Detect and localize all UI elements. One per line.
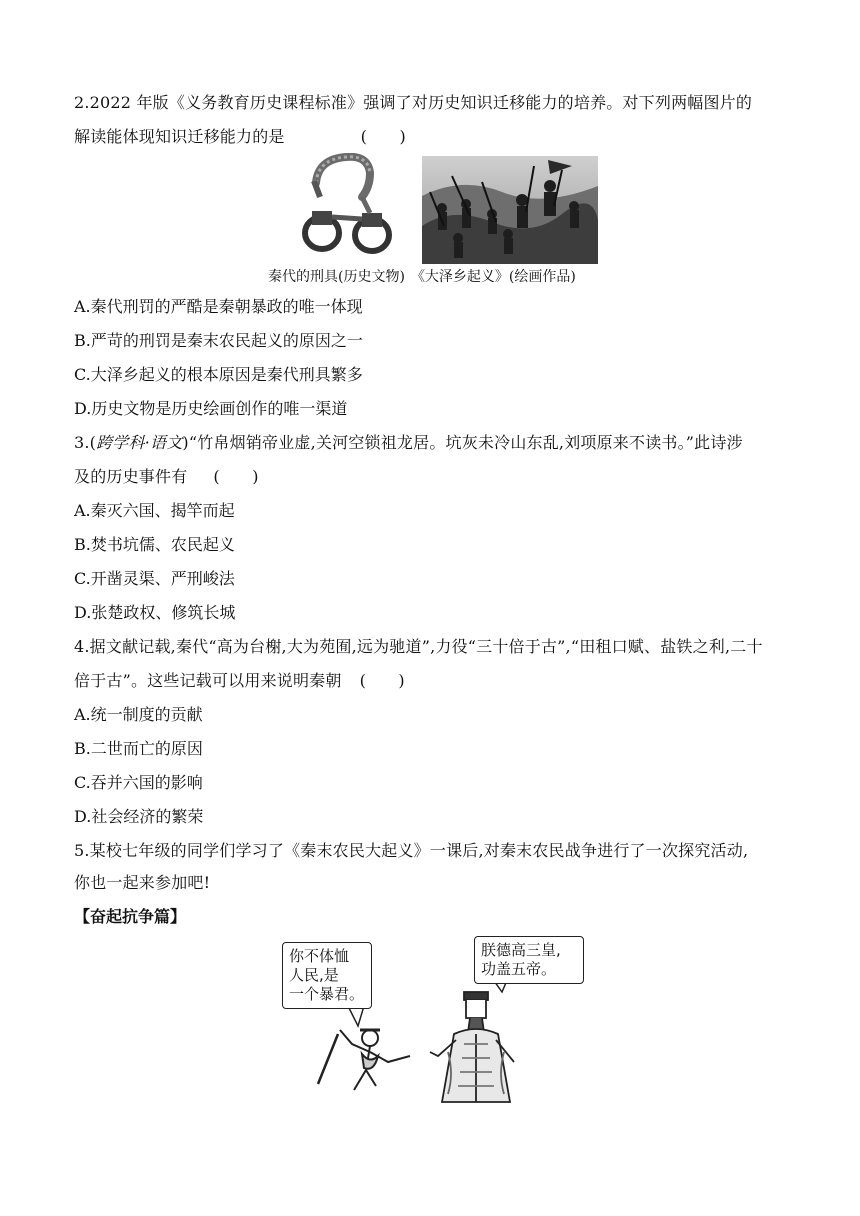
q2-answer-paren: ( ) bbox=[360, 127, 406, 146]
bubble-right-line1: 朕德高三皇, bbox=[481, 941, 561, 959]
q5-stem-line2: 你也一起来参加吧! bbox=[74, 873, 211, 892]
speech-bubble-emperor bbox=[474, 936, 584, 984]
q4-option-c: C.吞并六国的影响 bbox=[74, 773, 203, 792]
q3-option-d: D.张楚政权、修筑长城 bbox=[74, 603, 236, 622]
q3-stem-line1 bbox=[74, 432, 743, 454]
q3-number: 3.( bbox=[74, 433, 97, 452]
section-heading: 【奋起抗争篇】 bbox=[74, 907, 187, 926]
bubble-left-line1: 你不体恤 bbox=[289, 947, 350, 965]
speech-bubble-peasant bbox=[282, 942, 372, 1009]
dazexiang-uprising-painting bbox=[422, 156, 598, 264]
q2-stem-text: 解读能体现知识迁移能力的是 bbox=[74, 127, 285, 146]
q3-option-c: C.开凿灵渠、严刑峻法 bbox=[74, 569, 235, 588]
qin-cartoon-illustration bbox=[278, 934, 598, 1104]
q4-option-d: D.社会经济的繁荣 bbox=[74, 807, 204, 826]
shackles-image bbox=[298, 153, 416, 263]
bubble-left-line3: 一个暴君。 bbox=[289, 985, 365, 1003]
q4-stem-line1: 4.据文献记载,秦代“高为台榭,大为苑囿,远为驰道”,力役“三十倍于古”,“田租口赋、盐铁之利,二十 bbox=[74, 637, 763, 656]
q2-option-a: A.秦代刑罚的严酷是秦朝暴政的唯一体现 bbox=[74, 297, 363, 316]
q4-option-a: A.统一制度的贡献 bbox=[74, 705, 203, 724]
q3-answer-paren: ( ) bbox=[213, 467, 259, 486]
q4-answer-paren: ( ) bbox=[359, 671, 405, 690]
q3-stem-line2-text: 及的历史事件有 bbox=[74, 467, 188, 486]
q3-stem-text: )“竹帛烟销帝业虚,关河空锁祖龙居。坑灰未冷山东乱,刘项原来不读书。”此诗涉 bbox=[182, 433, 743, 452]
bubble-right-line2: 功盖五帝。 bbox=[481, 960, 557, 978]
q3-stem-line2 bbox=[74, 466, 259, 488]
q3-subject-tag: 跨学科·语文 bbox=[96, 433, 183, 452]
q4-stem-line2-text: 倍于古”。这些记载可以用来说明秦朝 bbox=[74, 671, 342, 690]
q3-option-a: A.秦灭六国、揭竿而起 bbox=[74, 501, 235, 520]
q4-option-b: B.二世而亡的原因 bbox=[74, 739, 203, 758]
q5-stem-line1: 5.某校七年级的同学们学习了《秦末农民大起义》一课后,对秦末农民战争进行了一次探究活动, bbox=[74, 841, 749, 860]
q2-stem-line1: 2.2022 年版《义务教育历史课程标准》强调了对历史知识迁移能力的培养。对下列两幅图片的 bbox=[74, 93, 753, 112]
q2-image-caption bbox=[268, 266, 582, 286]
q3-option-b: B.焚书坑儒、农民起义 bbox=[74, 535, 235, 554]
q2-caption-left: 秦代的刑具(历史文物) bbox=[268, 269, 405, 285]
q2-caption-right: 《大泽乡起义》(绘画作品) bbox=[410, 269, 576, 285]
bubble-left-line2: 人民,是 bbox=[289, 966, 339, 984]
q2-option-c: C.大泽乡起义的根本原因是秦代刑具繁多 bbox=[74, 365, 363, 384]
q2-option-d: D.历史文物是历史绘画创作的唯一渠道 bbox=[74, 399, 348, 418]
q4-stem-line2 bbox=[74, 670, 405, 692]
q2-stem-line2 bbox=[74, 126, 406, 148]
q2-option-b: B.严苛的刑罚是秦末农民起义的原因之一 bbox=[74, 331, 363, 350]
